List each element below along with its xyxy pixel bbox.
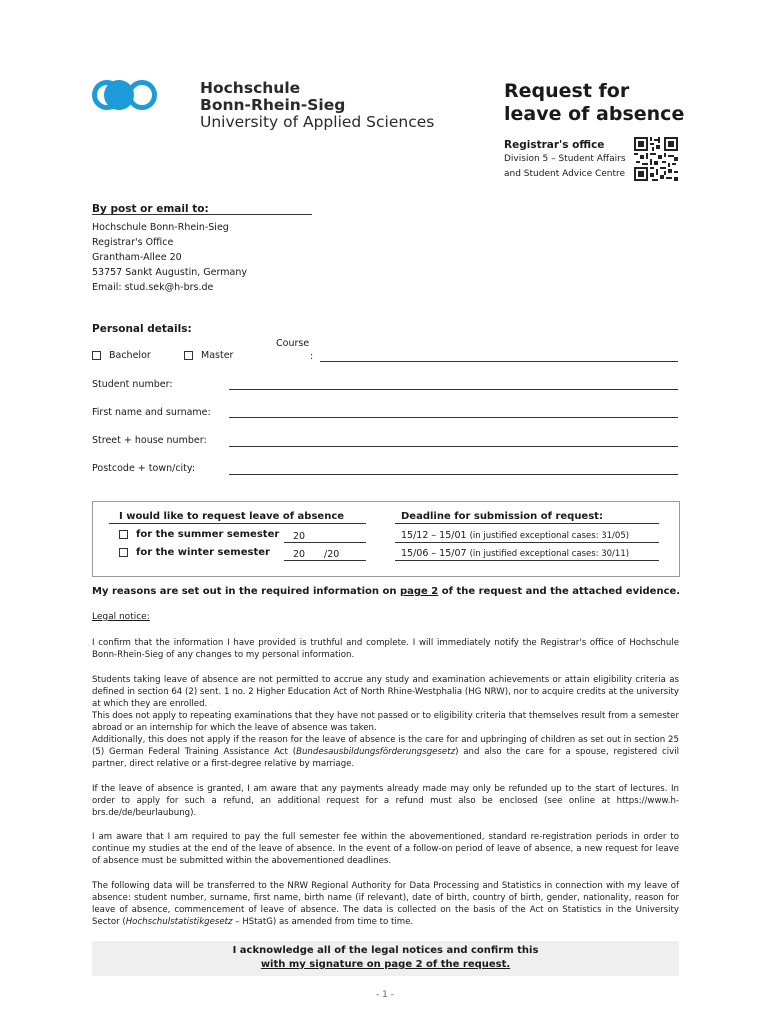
winter-checkbox[interactable] [119,548,128,557]
reasons-text-pre: My reasons are set out in the required information on [92,586,400,597]
bachelor-option[interactable] [92,348,151,363]
university-name [200,80,434,131]
deadline-heading: Deadline for submission of request: [401,511,603,522]
bachelor-checkbox[interactable] [92,351,101,360]
master-label: Master [201,350,234,361]
winter-semester-option[interactable] [119,547,270,558]
summer-year-field[interactable] [284,542,366,543]
address-line: Hochschule Bonn-Rhein-Sieg [92,222,229,233]
logo-dot-icon [104,80,134,110]
summer-deadline [401,530,629,541]
university-name-line3: University of Applied Sciences [200,113,435,131]
winter-deadline-dates: 15/06 – 15/07 [401,548,467,559]
request-heading-underline [109,523,366,524]
acknowledgement-line1: I acknowledge all of the legal notices and confirm this [232,945,539,956]
legal-paragraph-4 [92,734,679,770]
document-title [504,80,684,126]
legal-paragraph-1: I confirm that the information I have provided is truthful and complete. I will immediately notify the Registrar's office of Hochschule Bonn-Rhein-Sieg of any changes to my personal information. [92,638,679,660]
office-line1: Division 5 – Student Affairs [504,154,626,164]
winter-year-a: 20 [293,549,306,560]
postcode-label: Postcode + town/city: [92,463,196,474]
university-name-line2: Bonn-Rhein-Sieg [200,96,346,114]
winter-year-field[interactable] [284,560,366,561]
legal-paragraph-6: I am aware that I am required to pay the full semester fee within the abovementioned, standard re-registration periods in order to continue my studies at the end of the leave of absence. In the event of a follow-on period of leave of absence, a new request for leave of absence must be submitted within the abovementioned deadlines. [92,832,679,866]
request-heading: I would like to request leave of absence [119,511,345,522]
address-email[interactable]: Email: stud.sek@h-brs.de [92,282,214,293]
university-name-line1: Hochschule [200,79,301,97]
name-field[interactable] [229,417,678,418]
legal-paragraph-7 [92,880,679,928]
summer-checkbox[interactable] [119,530,128,539]
winter-deadline-note: (in justified exceptional cases: 30/11) [469,549,630,559]
street-field[interactable] [229,446,678,447]
reasons-text-post: of the request and the attached evidence. [438,586,681,597]
course-field[interactable] [320,361,678,362]
acknowledgement-line2: with my signature on page 2 of the request. [260,959,511,970]
winter-deadline [401,548,629,559]
winter-year-b: /20 [324,549,340,560]
summer-semester-option[interactable] [119,529,279,540]
course-colon: : [310,351,314,362]
legal-p4-post: ) and also the care for a spouse, registered civil partner, direct relative or a first-degree relative by marriage. [92,747,679,769]
legal-paragraph-3: This does not apply to repeating examinations that they have not passed or to eligibility criteria that themselves result from a semester abroad or an internship for which the leave of absence was taken. [92,711,679,733]
legal-paragraph-5: If the leave of absence is granted, I am aware that any payments already made may only be refunded up to the start of lectures. In order to apply for such a refund, an additional request for a refund must also be enclosed (see online at https://www.h-brs.de/de/beurlaubung). [92,784,679,818]
name-label: First name and surname: [92,407,211,418]
legal-p4-pre: Additionally, this does not apply if the reason for the leave of absence is the care for and upbringing of children as set out in section 25 (5) German Federal Training Assistance Act ( [92,735,679,757]
legal-p7-pre: The following data will be transferred to the NRW Regional Authority for Data Processing and Statistics in connection with my leave of absence: student number, surname, first name, birth name (if relevant), date of birth, country of birth, gender, nationality, reason for leave of absence, commencement of leave of absence. The data is collected on the basis of the Act on Statistics in the University Sector ( [92,881,679,927]
street-label: Street + house number: [92,435,207,446]
deadline-heading-underline [395,523,659,524]
postcode-field[interactable] [229,474,678,475]
winter-deadline-underline [395,560,659,561]
master-option[interactable] [184,348,233,363]
course-label: Course [276,338,310,349]
address-heading: By post or email to: [92,203,209,215]
bachelor-label: Bachelor [109,350,151,361]
summer-deadline-underline [395,542,659,543]
address-line: 53757 Sankt Augustin, Germany [92,267,247,278]
address-line: Grantham-Allee 20 [92,252,182,263]
summer-deadline-note: (in justified exceptional cases: 31/05) [469,531,630,541]
master-checkbox[interactable] [184,351,193,360]
reasons-page-link[interactable]: page 2 [399,586,439,597]
summer-deadline-dates: 15/12 – 15/01 [401,530,467,541]
office-line2: and Student Advice Centre [504,169,626,179]
summer-year: 20 [293,531,306,542]
summer-label: for the summer semester [136,529,280,540]
page-number: - 1 - [376,990,394,1000]
legal-p7-post: – HStatG) as amended from time to time. [232,917,414,927]
office-title: Registrar's office [504,139,605,151]
student-number-field[interactable] [229,389,678,390]
legal-p4-italic: Bundesausbildungsförderungsgesetz [296,747,456,757]
legal-notice-heading: Legal notice: [92,612,150,622]
address-heading-underline [92,214,312,215]
title-line1: Request for [504,80,630,102]
winter-label: for the winter semester [136,547,270,558]
legal-p7-italic: Hochschulstatistikgesetz [125,917,233,927]
reasons-statement [92,586,680,597]
legal-paragraph-2: Students taking leave of absence are not permitted to accrue any study and examination achievements or attain eligibility criteria as defined in section 64 (2) sent. 1 no. 2 Higher Education Act of North Rhine-Westphalia (HG NRW), nor to acquire credits at the university at which they are enrolled. [92,675,679,709]
title-line2: leave of absence [504,103,685,125]
address-line: Registrar's Office [92,237,174,248]
acknowledgement-box [92,941,679,976]
address-block [92,220,247,295]
student-number-label: Student number: [92,379,173,390]
personal-details-heading: Personal details: [92,323,192,335]
qr-code-icon [634,137,678,181]
